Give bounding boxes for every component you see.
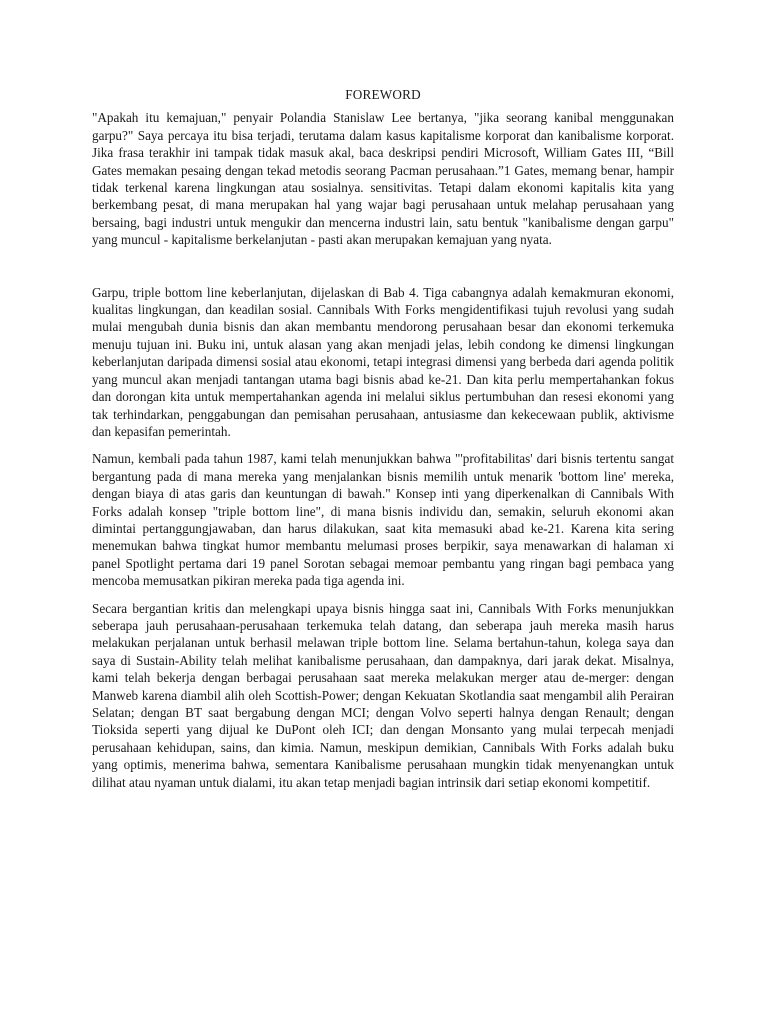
- paragraph-spacer: [92, 440, 674, 450]
- page-title: FOREWORD: [345, 87, 421, 102]
- paragraph-spacer: [92, 590, 674, 600]
- paragraph-1: "Apakah itu kemajuan," penyair Polandia Stanislaw Lee bertanya, "jika seorang kanibal menggunakan garpu?" Saya percaya itu bisa terjadi, terutama dalam kasus kapitalisme korporat dan kanibalisme korporat. Jika frasa terakhir ini tampak tidak masuk akal, baca deskripsi pendiri Microsoft, William Gates III, “Bill Gates memakan pesaing dengan tekad metodis seorang Pacman perusahaan.”1 Gates, memang benar, hampir tidak terkenal karena lingkungan atau sosialnya. sensitivitas. Tetapi dalam ekonomi kapitalis kita yang berkembang pesat, di mana merupakan hal yang wajar bagi perusahaan untuk melahap perusahaan yang bersaing, bagi industri untuk mengukir dan mencerna industri lain, satu bentuk "kanibalisme dengan garpu" yang muncul - kapitalisme berkelanjutan - pasti akan merupakan kemajuan yang nyata.: [92, 110, 674, 248]
- paragraph-4: Secara bergantian kritis dan melengkapi upaya bisnis hingga saat ini, Cannibals With Forks menunjukkan seberapa jauh perusahaan-perusahaan terkemuka telah datang, dan seberapa jauh mereka masih harus melakukan perjalanan untuk berhasil melawan triple bottom line. Selama bertahun-tahun, kolega saya dan saya di Sustain-Ability telah melihat kanibalisme perusahaan, dan dampaknya, dari jarak dekat. Misalnya, kami telah bekerja dengan berbagai perusahaan saat mereka melakukan merger atau de-merger: dengan Manweb karena diambil alih oleh Scottish-Power; dengan Kekuatan Skotlandia saat mengambil alih Perairan Selatan; dengan BT saat bergabung dengan MCI; dengan Volvo seperti halnya dengan Renault; dengan Tioksida seperti yang dijual ke DuPont oleh ICI; dan dengan Monsanto yang mulai terpecah menjadi perusahaan kehidupan, sains, dan kimia. Namun, meskipun demikian, Cannibals With Forks adalah buku yang optimis, menerima bahwa, sementara Kanibalisme perusahaan mungkin tidak menyenangkan untuk dilihat atau nyaman untuk dialami, itu akan tetap menjadi bagian intrinsik dari setiap ekonomi kompetitif.: [92, 600, 674, 790]
- paragraph-3: Namun, kembali pada tahun 1987, kami telah menunjukkan bahwa "'profitabilitas' dari bisnis tertentu sangat bergantung pada di mana mereka yang menjalankan bisnis memilih untuk menarik 'bottom line' mereka, dengan biaya di atas garis dan keuntungan di bawah." Konsep inti yang diperkenalkan di Cannibals With Forks adalah konsep "triple bottom line", di mana bisnis individu dan, semakin, seluruh ekonomi akan dimintai pertanggungjawaban, dan harus dilakukan, saat kita memasuki abad ke-21. Karena kita sering menemukan bahwa tingkat humor membantu melumasi proses berpikir, saya menawarkan di halaman xi panel Spotlight pertama dari 19 panel Sorotan sebagai memoar pembantu yang ringan bagi pembaca yang mencoba memusatkan pikiran mereka pada tiga agenda ini.: [92, 451, 674, 589]
- document-page: [92, 86, 674, 791]
- paragraph-spacer: [92, 249, 674, 284]
- paragraph-2: Garpu, triple bottom line keberlanjutan, dijelaskan di Bab 4. Tiga cabangnya adalah kemakmuran ekonomi, kualitas lingkungan, dan keadilan sosial. Cannibals With Forks mengidentifikasi tujuh revolusi yang sudah mulai mengubah dunia bisnis dan akan membantu mendorong perusahaan besar dan ekonomi terkemuka menuju tujuan ini. Buku ini, untuk alasan yang akan menjadi jelas, lebih condong ke dimensi lingkungan keberlanjutan daripada dimensi sosial atau ekonomi, tetapi integrasi dimensi yang berbeda dari agenda politik yang muncul akan menjadi tantangan utama bagi bisnis abad ke-21. Dan kita perlu mempertahankan fokus dan dorongan kita untuk mempertahankan agenda ini melalui siklus pertumbuhan dan resesi ekonomi yang tak terhindarkan, penggabungan dan pemisahan perusahaan, antusiasme dan kekecewaan publik, aktivisme dan kepasifan pemerintah.: [92, 284, 674, 439]
